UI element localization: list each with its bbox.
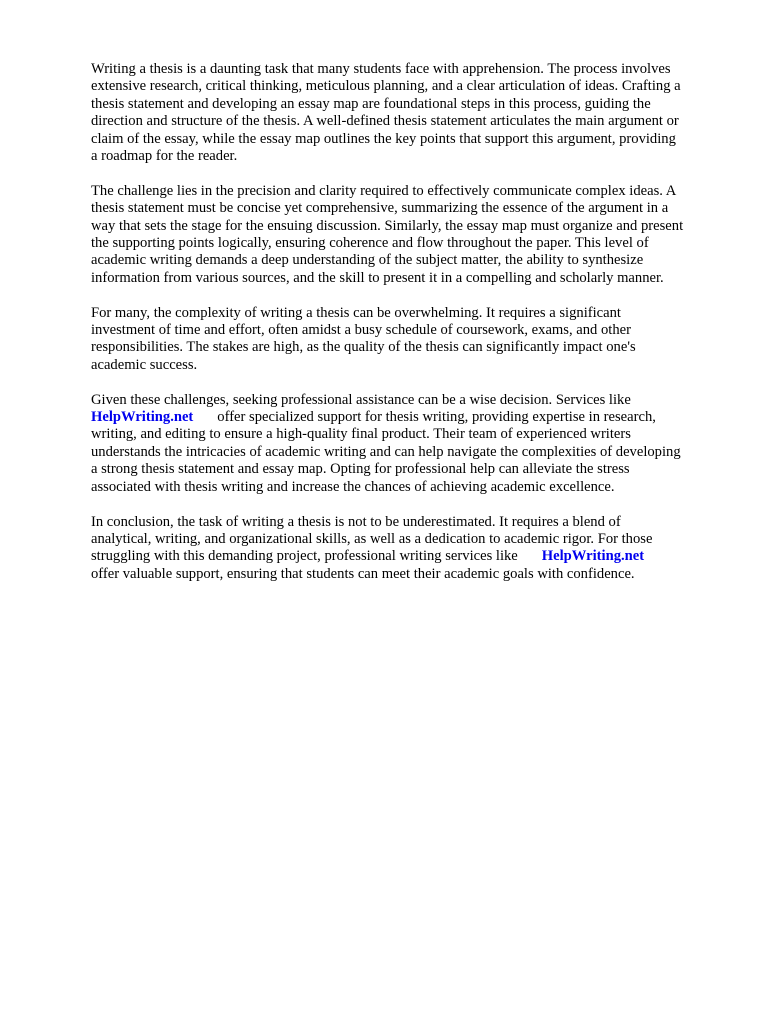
text-line: thesis statement and developing an essay map are foundational steps in this process, guiding the	[91, 95, 651, 112]
text-line: offer valuable support, ensuring that students can meet their academic goals with confidence.	[91, 565, 635, 582]
text-line: responsibilities. The stakes are high, as the quality of the thesis can significantly impact one's	[91, 339, 636, 356]
text-line: a strong thesis statement and essay map. Opting for professional help can alleviate the stress	[91, 461, 630, 478]
helpwriting-link[interactable]: HelpWriting.net	[541, 548, 645, 565]
text-line: way that sets the stage for the ensuing discussion. Similarly, the essay map must organize and present	[91, 217, 684, 234]
text-line: the supporting points logically, ensuring coherence and flow throughout the paper. This level of	[91, 235, 649, 252]
text-line	[91, 409, 725, 426]
text-line: direction and structure of the thesis. A well-defined thesis statement articulates the main argument or	[91, 113, 679, 130]
text-line: investment of time and effort, often amidst a busy schedule of coursework, exams, and other	[91, 322, 631, 339]
text-line: associated with thesis writing and increase the chances of achieving academic excellence.	[91, 478, 615, 495]
text-line: academic success.	[91, 356, 198, 373]
text-line: In conclusion, the task of writing a thesis is not to be underestimated. It requires a blend of	[91, 513, 621, 530]
paragraph-conclusion	[91, 514, 725, 584]
text-line: writing, and editing to ensure a high-quality final product. Their team of experienced writers	[91, 426, 631, 443]
text-line: For many, the complexity of writing a thesis can be overwhelming. It requires a significant	[91, 304, 621, 321]
paragraph-assistance	[91, 392, 725, 496]
text-line: Writing a thesis is a daunting task that many students face with apprehension. The process involves	[91, 61, 671, 77]
text-fragment: struggling with this demanding project, professional writing services like	[91, 548, 518, 565]
paragraph-challenge	[91, 183, 725, 287]
text-line: understands the intricacies of academic writing and can help navigate the complexities of developing	[91, 443, 681, 460]
helpwriting-link[interactable]: HelpWriting.net	[91, 409, 194, 426]
text-line: information from various sources, and the skill to present it in a compelling and scholarly manner.	[91, 269, 664, 286]
text-line: extensive research, critical thinking, meticulous planning, and a clear articulation of ideas. Crafting a	[91, 78, 681, 95]
text-line: thesis statement must be concise yet comprehensive, summarizing the essence of the argument in a	[91, 200, 669, 217]
text-line: academic writing demands a deep understanding of the subject matter, the ability to synthesize	[91, 252, 644, 269]
paragraph-intro	[91, 61, 725, 165]
paragraph-complexity	[91, 305, 725, 375]
document-body	[91, 61, 725, 601]
text-line: The challenge lies in the precision and clarity required to effectively communicate complex ideas. A	[91, 182, 677, 199]
text-line: analytical, writing, and organizational skills, as well as a dedication to academic rigor. For those	[91, 530, 653, 547]
text-line: Given these challenges, seeking professional assistance can be a wise decision. Services like	[91, 391, 631, 408]
text-fragment: offer specialized support for thesis writing, providing expertise in research,	[217, 409, 656, 426]
text-line: claim of the essay, while the essay map outlines the key points that support this argument, providing	[91, 130, 676, 147]
text-line	[91, 548, 725, 565]
text-line: a roadmap for the reader.	[91, 148, 238, 165]
